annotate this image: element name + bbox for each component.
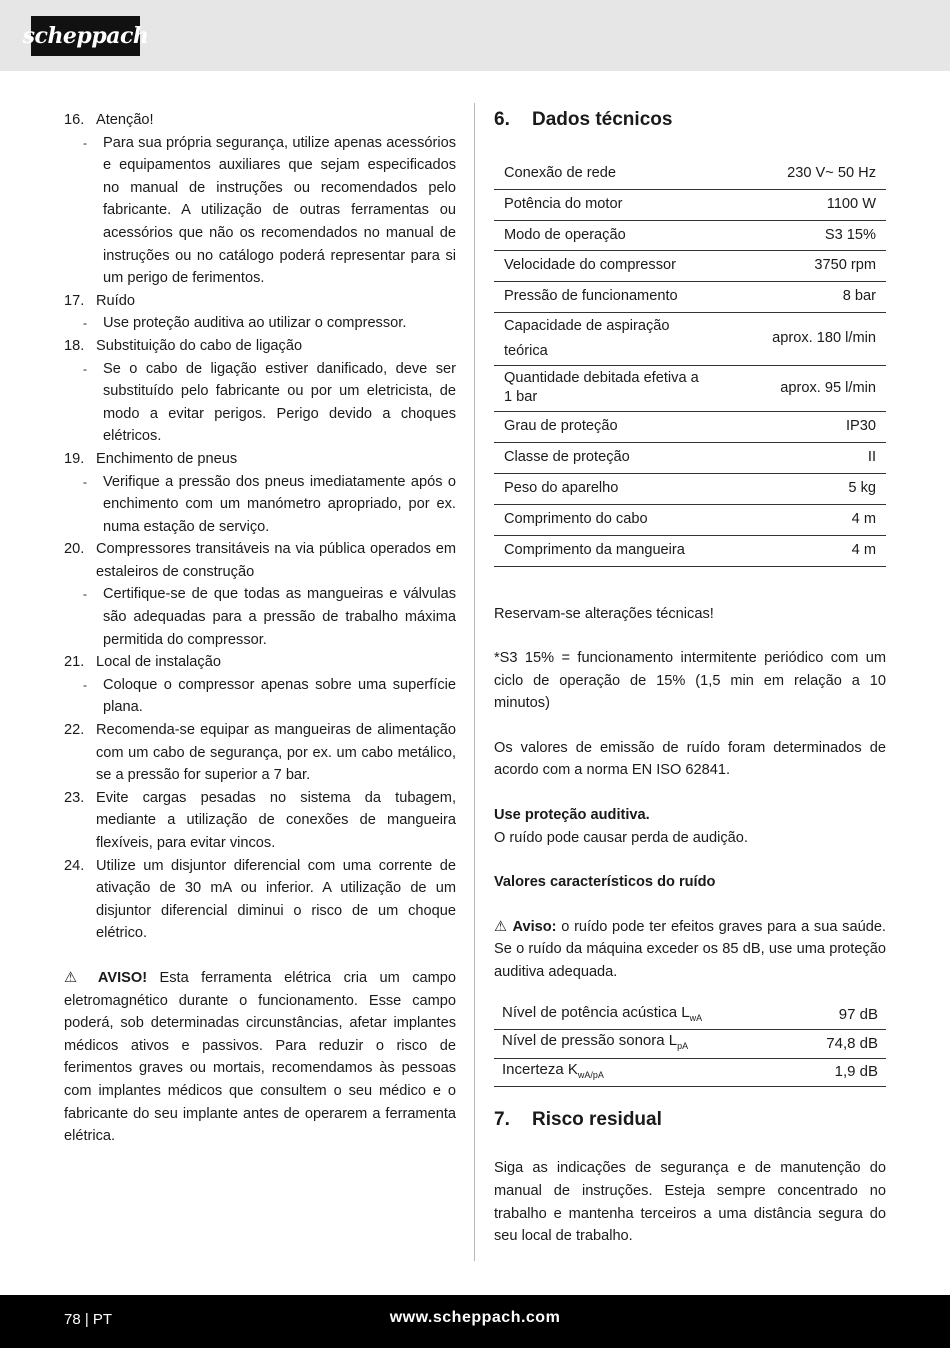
item-number: 21.	[64, 654, 85, 671]
table-row	[494, 281, 886, 312]
scheppach-logo: scheppach	[31, 16, 140, 56]
page-footer	[0, 1295, 950, 1348]
technical-data-table	[494, 158, 886, 567]
table-row	[494, 365, 886, 411]
noise-label	[494, 1030, 792, 1059]
item-number: 20.	[64, 541, 85, 558]
technical-column	[494, 103, 886, 1248]
item-title: Recomenda-se equipar as mangueiras de alimentação com um cabo de segurança, por ex. um cabo metálico, se a pressão for superior a 7 bar.	[96, 722, 456, 784]
dash-bullet: -	[83, 135, 87, 150]
spec-value: 4 m	[714, 535, 886, 566]
item-title: Enchimento de pneus	[96, 450, 238, 467]
item-number: 16.	[64, 112, 85, 128]
spec-value: 8 bar	[714, 281, 886, 312]
noise-label	[494, 1002, 792, 1030]
table-row	[494, 158, 886, 189]
warning-icon: ⚠	[494, 918, 508, 935]
item-title: Evite cargas pesadas no sistema da tubagem, mediante a utilização de conexões de mangueira flexíveis, para evitar vincos.	[96, 789, 456, 851]
spec-label: Comprimento da mangueira	[494, 535, 714, 566]
website-link[interactable]: www.scheppach.com	[389, 1309, 561, 1326]
noise-value: 74,8 dB	[792, 1030, 886, 1059]
s3-note: *S3 15% = funcionamento intermitente periódico com um ciclo de operação de 15% (1,5 min em relação a 10 minutos)	[494, 650, 886, 712]
sub-item-text: Use proteção auditiva ao utilizar o compressor.	[103, 315, 407, 332]
hearing-bold: Use proteção auditiva.	[494, 807, 650, 824]
spec-label: Comprimento do cabo	[494, 504, 714, 535]
section-number: 7.	[494, 1109, 510, 1131]
noise-label-text: Nível de pressão sonora L	[502, 1032, 678, 1050]
warning-label: AVISO!	[97, 969, 148, 986]
safety-instructions-column	[64, 109, 456, 1148]
noise-label-subscript: pA	[677, 1041, 689, 1052]
table-row	[494, 473, 886, 504]
item-number: 23.	[64, 789, 85, 806]
table-row	[494, 504, 886, 535]
sub-item-text: Coloque o compressor apenas sobre uma superfície plana.	[103, 676, 456, 716]
sub-item	[64, 358, 456, 448]
aviso-text: o ruído pode ter efeitos graves para a sua saúde. Se o ruído da máquina exceder os 85 dB, use uma proteção auditiva adequada.	[494, 918, 886, 981]
spec-value: 1100 W	[714, 189, 886, 220]
item-title: Compressores transitáveis na via pública operados em estaleiros de construção	[96, 541, 456, 580]
dash-bullet: -	[83, 474, 87, 489]
spec-label: Velocidade do compressor	[494, 250, 714, 281]
sub-item	[64, 583, 456, 651]
sub-item-text: Para sua própria segurança, utilize apenas acessórios e equipamentos auxiliares que sejam especificados no manual de instruções ou recomendados pelo fabricante. A utilização de outras ferramentas ou acessórios que não os recomendados no manual de instruções ou no catálogo poderá representar para si um perigo de ferimentos.	[103, 134, 456, 287]
item-title: Ruído	[96, 292, 135, 309]
sub-item	[64, 471, 456, 539]
list-item	[64, 290, 456, 313]
sub-item-text: Certifique-se de que todas as mangueiras e válvulas são adequadas para a pressão de trabalho máxima permitida do compressor.	[103, 586, 456, 648]
sub-item-text: Se o cabo de ligação estiver danificado, deve ser substituído pelo fabricante ou por um eletricista, de modo a evitar perigos. Perigo devido a choques elétricos.	[103, 360, 456, 445]
list-item	[64, 335, 456, 358]
list-item	[64, 855, 456, 945]
noise-values-table	[494, 1002, 886, 1088]
table-row	[494, 535, 886, 566]
noise-label-subscript: wA	[689, 1012, 703, 1023]
spec-label: Grau de proteção	[494, 411, 714, 442]
hearing-text: O ruído pode causar perda de audição.	[494, 829, 748, 846]
spec-value: S3 15%	[714, 220, 886, 250]
table-row	[494, 312, 886, 365]
table-row	[494, 1030, 886, 1059]
item-title: Substituição do cabo de ligação	[96, 337, 303, 354]
noise-value: 1,9 dB	[792, 1058, 886, 1087]
section-title: Dados técnicos	[532, 108, 673, 130]
section-7-heading	[494, 1103, 886, 1137]
item-title: Local de instalação	[96, 654, 221, 671]
hearing-protection	[494, 804, 886, 849]
list-item	[64, 719, 456, 787]
emf-warning	[64, 967, 456, 1148]
spec-value: 230 V~ 50 Hz	[714, 158, 886, 189]
list-item	[64, 109, 456, 132]
table-row	[494, 1002, 886, 1030]
sub-item-text: Verifique a pressão dos pneus imediatamente após o enchimento com um manómetro apropriado, por ex. numa estação de serviço.	[103, 473, 456, 535]
item-title: Utilize um disjuntor diferencial com uma corrente de ativação de 30 mA ou inferior. A utilização de um disjuntor diferencial diminui o risco de um choque elétrico.	[96, 857, 456, 942]
spec-label: Potência do motor	[494, 189, 714, 220]
list-item	[64, 538, 456, 583]
aviso-label: Aviso:	[512, 918, 557, 935]
table-row	[494, 411, 886, 442]
table-row	[494, 250, 886, 281]
dash-bullet: -	[83, 587, 87, 602]
table-row	[494, 1058, 886, 1087]
noise-label-text: Nível de potência acústica L	[502, 1003, 690, 1021]
spec-value: 4 m	[714, 504, 886, 535]
noise-label	[494, 1058, 792, 1087]
page-header	[0, 0, 950, 71]
spec-label: Pressão de funcionamento	[494, 281, 714, 312]
list-item	[64, 651, 456, 674]
table-row	[494, 220, 886, 250]
spec-label: Classe de proteção	[494, 442, 714, 473]
item-number: 17.	[64, 292, 85, 309]
column-divider	[474, 103, 475, 1261]
item-number: 18.	[64, 337, 85, 354]
page-number: 78 | PT	[64, 1311, 113, 1328]
spec-label: Modo de operação	[494, 220, 714, 250]
list-item	[64, 448, 456, 471]
warning-icon: ⚠	[64, 969, 86, 986]
section-6-heading	[494, 103, 886, 137]
residual-risk-text: Siga as indicações de segurança e de manutenção do manual de instruções. Esteja sempre concentrado no trabalho e mantenha terceiros a uma distância segura do seu local de trabalho.	[494, 1160, 886, 1245]
list-item	[64, 787, 456, 855]
spec-value: 3750 rpm	[714, 250, 886, 281]
dash-bullet: -	[83, 361, 87, 376]
table-row	[494, 442, 886, 473]
item-number: 19.	[64, 450, 85, 467]
dash-bullet: -	[83, 677, 87, 692]
sub-item	[64, 674, 456, 719]
spec-value: IP30	[714, 411, 886, 442]
spec-label: Capacidade de aspiração teórica	[494, 312, 714, 365]
table-row	[494, 189, 886, 220]
item-number: 24.	[64, 857, 85, 874]
dash-bullet: -	[83, 316, 87, 331]
sub-item	[64, 132, 456, 290]
spec-value: II	[714, 442, 886, 473]
spec-label: Conexão de rede	[494, 158, 714, 189]
spec-label: Peso do aparelho	[494, 473, 714, 504]
spec-value: 5 kg	[714, 473, 886, 504]
sub-item	[64, 312, 456, 335]
spec-value: aprox. 180 l/min	[714, 312, 886, 365]
noise-value: 97 dB	[792, 1002, 886, 1030]
noise-values-heading: Valores característicos do ruído	[494, 874, 716, 891]
section-title: Risco residual	[532, 1109, 662, 1131]
spec-label: Quantidade debitada efetiva a 1 bar	[494, 365, 714, 411]
item-title: Atenção!	[96, 112, 154, 128]
warning-text: Esta ferramenta elétrica cria um campo eletromagnético durante o funcionamento. Esse campo poderá, sob determinadas circunstâncias, afetar implantes médicos ativos e passivos. Para reduzir o risco de ferimentos graves ou mortais, recomendamos às pessoas com implantes médicos que consultem o seu médico e o fabricante do seu implante antes de operarem a ferramenta elétrica.	[64, 969, 456, 1145]
section-number: 6.	[494, 108, 510, 130]
noise-label-subscript: wA/pA	[577, 1069, 604, 1080]
safety-list	[64, 109, 456, 945]
item-number: 22.	[64, 722, 85, 739]
changes-note: Reservam-se alterações técnicas!	[494, 605, 714, 622]
noise-warning	[494, 916, 886, 984]
spec-value: aprox. 95 l/min	[714, 365, 886, 411]
noise-label-text: Incerteza K	[502, 1060, 578, 1078]
noise-standard-note: Os valores de emissão de ruído foram determinados de acordo com a norma EN ISO 62841.	[494, 739, 886, 779]
